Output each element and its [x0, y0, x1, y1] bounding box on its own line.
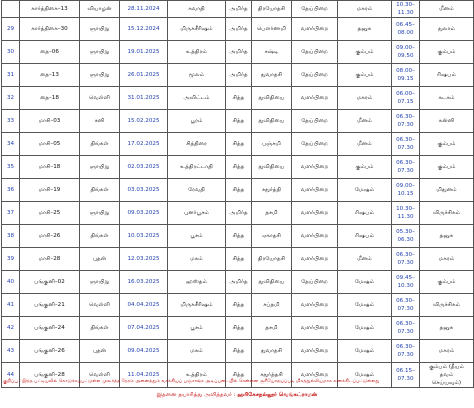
- row-number-cell: 36: [2, 179, 20, 202]
- avoid-rasi-cell: கும்பம்: [420, 133, 474, 156]
- lagnam-cell: கும்பம்: [338, 41, 392, 64]
- tithi-cell: துவிதியை: [252, 156, 292, 179]
- weekday-cell: திங்கள்: [80, 179, 120, 202]
- muhurtham-time-cell: [392, 225, 420, 248]
- lagnam-cell: மீனம்: [338, 248, 392, 271]
- muhurtham-time-cell: [392, 340, 420, 363]
- tithi-cell: துவாதசி: [252, 64, 292, 87]
- avoid-rasi-cell: ரிஷபம்: [420, 64, 474, 87]
- row-number-cell: 35: [2, 156, 20, 179]
- english-date-cell: 12.03.2025: [120, 248, 168, 271]
- tamil-month-day-cell: மாசி–26: [20, 225, 80, 248]
- lagnam-cell: ரிஷபம்: [338, 225, 392, 248]
- yoga-type-cell: சித்த: [226, 225, 252, 248]
- table-row: [2, 271, 474, 294]
- english-date-cell: 07.04.2025: [120, 317, 168, 340]
- avoid-rasi-cell: மகரம்: [420, 248, 474, 271]
- english-date-cell: 09.04.2025: [120, 340, 168, 363]
- english-date-cell: 19.01.2025: [120, 41, 168, 64]
- muhurtham-time-line: 06.30–: [396, 114, 415, 120]
- row-number-cell: [2, 1, 20, 18]
- paksha-cell: தேய்பிறை: [292, 41, 338, 64]
- nakshatra-cell: உத்திரம்: [168, 41, 226, 64]
- yoga-type-cell: அமிர்த: [226, 202, 252, 225]
- muhurtham-time-line: 11.30: [397, 214, 414, 220]
- english-date-cell: 15.12.2024: [120, 18, 168, 41]
- row-number-cell: 34: [2, 133, 20, 156]
- english-date-cell: 10.03.2025: [120, 225, 168, 248]
- yoga-type-cell: அமிர்த: [226, 64, 252, 87]
- yoga-type-cell: சித்த: [226, 133, 252, 156]
- table-row: [2, 110, 474, 133]
- english-date-cell: 15.02.2025: [120, 110, 168, 133]
- row-number-cell: 38: [2, 225, 20, 248]
- muhurtham-time-cell: [392, 271, 420, 294]
- tithi-cell: சப்தமி: [252, 294, 292, 317]
- table-row: [2, 294, 474, 317]
- weekday-cell: வெள்ளி: [80, 363, 120, 388]
- tamil-month-day-cell: மாசி–03: [20, 110, 80, 133]
- muhurtham-time-cell: [392, 156, 420, 179]
- tamil-month-day-cell: பங்குனி–02: [20, 271, 80, 294]
- avoid-rasi-cell: கடகம்: [420, 87, 474, 110]
- tithi-cell: திரயோதசி: [252, 248, 292, 271]
- row-number-cell: 43: [2, 340, 20, 363]
- english-date-cell: 11.04.2025: [120, 363, 168, 388]
- muhurtham-time-cell: [392, 294, 420, 317]
- muhurtham-time-cell: [392, 110, 420, 133]
- weekday-cell: திங்கள்: [80, 133, 120, 156]
- paksha-cell: வளர்பிறை: [292, 202, 338, 225]
- tamil-month-day-cell: பங்குனி–26: [20, 340, 80, 363]
- muhurtham-time-line: 07.30: [397, 168, 414, 174]
- muhurtham-time-line: 06.00–: [396, 91, 415, 97]
- tithi-cell: ஏகாதசி: [252, 225, 292, 248]
- muhurtham-time-cell: [392, 41, 420, 64]
- english-date-cell: 28.11.2024: [120, 1, 168, 18]
- muhurtham-time-line: 06.30: [397, 237, 414, 243]
- muhurtham-time-line: 10.30–: [396, 2, 415, 8]
- avoid-rasi-cell: கன்னி: [420, 110, 474, 133]
- tamil-month-day-cell: பங்குனி–21: [20, 294, 80, 317]
- muhurtham-time-line: 09.15: [397, 76, 414, 82]
- paksha-cell: வளர்பிறை: [292, 18, 338, 41]
- weekday-cell: ஞாயிறு: [80, 64, 120, 87]
- avoid-rasi-cell: கும்பம்: [420, 156, 474, 179]
- paksha-cell: வளர்பிறை: [292, 179, 338, 202]
- lagnam-cell: மேஷம்: [338, 363, 392, 388]
- yoga-type-cell: சித்த: [226, 340, 252, 363]
- table-row: [2, 133, 474, 156]
- weekday-cell: வெள்ளி: [80, 87, 120, 110]
- muhurtham-time-line: 07.30: [397, 122, 414, 128]
- tamil-month-day-cell: கார்த்திகை–30: [20, 18, 80, 41]
- row-number-cell: 31: [2, 64, 20, 87]
- avoid-rasi-cell: கும்பம்: [420, 271, 474, 294]
- avoid-rasi-line: தவம்: [439, 372, 454, 378]
- signature-label: இதனை தயாரித்து அளித்தவர் :: [156, 392, 236, 398]
- tithi-cell: சதுர்த்தசி: [252, 363, 292, 388]
- avoid-rasi-cell: மிதுனம்: [420, 179, 474, 202]
- table-row: [2, 340, 474, 363]
- paksha-cell: வளர்பிறை: [292, 87, 338, 110]
- weekday-cell: ஞாயிறு: [80, 156, 120, 179]
- table-row: [2, 41, 474, 64]
- tamil-month-day-cell: கார்த்திகை–13: [20, 1, 80, 18]
- muhurtham-time-line: 06.30–: [396, 321, 415, 327]
- muhurtham-time-line: 06.30–: [396, 344, 415, 350]
- tamil-month-day-cell: மாசி–19: [20, 179, 80, 202]
- table-row: [2, 156, 474, 179]
- nakshatra-cell: புனர்பூசம்: [168, 202, 226, 225]
- paksha-cell: தேய்பிறை: [292, 110, 338, 133]
- table-row: [2, 225, 474, 248]
- muhurtham-time-line: 07.30: [397, 260, 414, 266]
- muhurtham-time-line: 06.30–: [396, 137, 415, 143]
- muhurtham-time-cell: [392, 1, 420, 18]
- tamil-month-day-cell: மாசி–05: [20, 133, 80, 156]
- yoga-type-cell: சித்த: [226, 87, 252, 110]
- muhurtham-time-line: 06.30–: [396, 160, 415, 166]
- tamil-month-day-cell: தை–18: [20, 87, 80, 110]
- tithi-cell: தசமி: [252, 317, 292, 340]
- paksha-cell: தேய்பிறை: [292, 1, 338, 18]
- lagnam-cell: மேஷம்: [338, 317, 392, 340]
- lagnam-cell: மேஷம்: [338, 340, 392, 363]
- paksha-cell: வளர்பிறை: [292, 248, 338, 271]
- nakshatra-cell: ரேவதி: [168, 179, 226, 202]
- muhurtham-time-cell: [392, 64, 420, 87]
- table-row: [2, 248, 474, 271]
- tithi-cell: துவாதசி: [252, 340, 292, 363]
- nakshatra-cell: மூலம்: [168, 64, 226, 87]
- muhurtham-time-cell: [392, 179, 420, 202]
- row-number-cell: 37: [2, 202, 20, 225]
- paksha-cell: வளர்பிறை: [292, 363, 338, 388]
- lagnam-cell: கும்பம்: [338, 156, 392, 179]
- muhurtham-time-line: 09.45–: [396, 275, 415, 281]
- muhurtham-table: [1, 0, 474, 388]
- tamil-month-day-cell: மாசி–18: [20, 156, 80, 179]
- avoid-rasi-cell: மீனம்: [420, 1, 474, 18]
- paksha-cell: வளர்பிறை: [292, 340, 338, 363]
- avoid-rasi-cell: விருச்சிகம்: [420, 294, 474, 317]
- tamil-month-day-cell: மாசி–25: [20, 202, 80, 225]
- tamil-month-day-cell: தை–06: [20, 41, 80, 64]
- nakshatra-cell: பூசம்: [168, 225, 226, 248]
- tithi-cell: சதுர்த்தி: [252, 179, 292, 202]
- yoga-type-cell: சித்த: [226, 248, 252, 271]
- muhurtham-time-line: 07.30: [397, 352, 414, 358]
- yoga-type-cell: அமிர்த: [226, 271, 252, 294]
- weekday-cell: ஞாயிறு: [80, 41, 120, 64]
- yoga-type-cell: சித்த: [226, 363, 252, 388]
- footer-note: குறிப்பு : இந்த பட்டியலில் கொடுக்கப்பட்டுள்ள முகூர்த்த நேரம் அனைத்தும் வாக்கியப் பஞ்சாங்க அடிப்படையில் சென்னை சூரியோதயப்படி மிகத்துல்லியமாக கணக்கிடப்பட்டுள்ளது: [3, 379, 380, 384]
- avoid-rasi-cell: துலாம்: [420, 18, 474, 41]
- tamil-month-day-cell: பங்குனி–28: [20, 363, 80, 388]
- tamil-month-day-cell: பங்குனி–24: [20, 317, 80, 340]
- muhurtham-time-line: 09.00–: [396, 45, 415, 51]
- lagnam-cell: தனுசு: [338, 18, 392, 41]
- weekday-cell: ஞாயிறு: [80, 202, 120, 225]
- english-date-cell: 09.03.2025: [120, 202, 168, 225]
- lagnam-cell: மீனம்: [338, 133, 392, 156]
- row-number-cell: 33: [2, 110, 20, 133]
- muhurtham-time-cell: [392, 202, 420, 225]
- muhurtham-time-line: 06.45–: [396, 22, 415, 28]
- avoid-rasi-cell: தனுசு: [420, 225, 474, 248]
- weekday-cell: திங்கள்: [80, 225, 120, 248]
- lagnam-cell: மீனம்: [338, 110, 392, 133]
- table-row: [2, 87, 474, 110]
- nakshatra-cell: மிருகசீரிஷம்: [168, 294, 226, 317]
- muhurtham-time-line: 08.00–: [396, 68, 415, 74]
- yoga-type-cell: சித்த: [226, 110, 252, 133]
- lagnam-cell: மேஷம்: [338, 179, 392, 202]
- nakshatra-cell: சுவாதி: [168, 1, 226, 18]
- yoga-type-cell: அமிர்த: [226, 41, 252, 64]
- muhurtham-time-line: 06.30–: [396, 252, 415, 258]
- muhurtham-time-line: 07.15: [397, 99, 414, 105]
- nakshatra-cell: சித்திரை: [168, 133, 226, 156]
- signature-name: ஹரிகேசநல்லூர் வெங்கட்ராமன்: [237, 392, 318, 398]
- english-date-cell: 03.03.2025: [120, 179, 168, 202]
- tithi-cell: திரயோதசி: [252, 1, 292, 18]
- muhurtham-time-cell: [392, 248, 420, 271]
- muhurtham-time-cell: [392, 317, 420, 340]
- avoid-rasi-cell: தனுசு: [420, 317, 474, 340]
- avoid-rasi-cell: விருச்சிகம்: [420, 202, 474, 225]
- muhurtham-time-cell: [392, 87, 420, 110]
- tithi-cell: துவிதியை: [252, 271, 292, 294]
- weekday-cell: சனி: [80, 110, 120, 133]
- yoga-type-cell: சித்த: [226, 317, 252, 340]
- lagnam-cell: மகரம்: [338, 87, 392, 110]
- yoga-type-cell: அமிர்த: [226, 18, 252, 41]
- weekday-cell: வியாழன்: [80, 1, 120, 18]
- muhurtham-time-line: 07.30: [397, 306, 414, 312]
- english-date-cell: 02.03.2025: [120, 156, 168, 179]
- paksha-cell: வளர்பிறை: [292, 294, 338, 317]
- english-date-cell: 04.04.2025: [120, 294, 168, 317]
- avoid-rasi-cell: கும்பம்: [420, 41, 474, 64]
- yoga-type-cell: சித்த: [226, 179, 252, 202]
- muhurtham-time-line: 09.00–: [396, 183, 415, 189]
- nakshatra-cell: ஹஸ்தம்: [168, 271, 226, 294]
- footer-signature: [0, 392, 474, 399]
- row-number-cell: 39: [2, 248, 20, 271]
- weekday-cell: ஞாயிறு: [80, 271, 120, 294]
- lagnam-cell: மேஷம்: [338, 294, 392, 317]
- table-row: [2, 18, 474, 41]
- weekday-cell: வெள்ளி: [80, 294, 120, 317]
- row-number-cell: 32: [2, 87, 20, 110]
- row-number-cell: 41: [2, 294, 20, 317]
- yoga-type-cell: சித்த: [226, 156, 252, 179]
- lagnam-cell: கும்பம்: [338, 64, 392, 87]
- tithi-cell: தசமி: [252, 202, 292, 225]
- weekday-cell: திங்கள்: [80, 317, 120, 340]
- paksha-cell: தேய்பிறை: [292, 64, 338, 87]
- avoid-rasi-line: செய்யவும்): [431, 380, 462, 386]
- english-date-cell: 31.01.2025: [120, 87, 168, 110]
- nakshatra-cell: அவிட்டம்: [168, 87, 226, 110]
- avoid-rasi-cell: மகரம்: [420, 340, 474, 363]
- muhurtham-time-cell: [392, 18, 420, 41]
- table-row: [2, 179, 474, 202]
- table-row: [2, 317, 474, 340]
- table-row: [2, 202, 474, 225]
- english-date-cell: 17.02.2025: [120, 133, 168, 156]
- tamil-month-day-cell: மாசி–28: [20, 248, 80, 271]
- muhurtham-time-line: 10.30–: [396, 206, 415, 212]
- paksha-cell: வளர்பிறை: [292, 317, 338, 340]
- weekday-cell: ஞாயிறு: [80, 18, 120, 41]
- yoga-type-cell: சித்த: [226, 294, 252, 317]
- nakshatra-cell: மிருகசீரிஷம்: [168, 18, 226, 41]
- nakshatra-cell: உத்திரட்டாதி: [168, 156, 226, 179]
- row-number-cell: 42: [2, 317, 20, 340]
- row-number-cell: 30: [2, 41, 20, 64]
- muhurtham-time-cell: [392, 133, 420, 156]
- tithi-cell: துவிதியை: [252, 87, 292, 110]
- avoid-rasi-line: கும்பம் (தீயம்: [428, 364, 464, 370]
- muhurtham-time-line: 07.30: [397, 329, 414, 335]
- weekday-cell: புதன்: [80, 340, 120, 363]
- nakshatra-cell: பூசம்: [168, 317, 226, 340]
- tithi-cell: பஞ்சமி: [252, 133, 292, 156]
- muhurtham-time-line: 06.15–: [396, 368, 415, 374]
- muhurtham-time-line: 11.30: [397, 10, 414, 16]
- paksha-cell: தேய்பிறை: [292, 271, 338, 294]
- tithi-cell: சஷ்டி: [252, 41, 292, 64]
- muhurtham-time-line: 06.30–: [396, 298, 415, 304]
- row-number-cell: 40: [2, 271, 20, 294]
- nakshatra-cell: உத்திரம்: [168, 363, 226, 388]
- yoga-type-cell: அமிர்த: [226, 1, 252, 18]
- tithi-cell: துவிதியை: [252, 110, 292, 133]
- weekday-cell: புதன்: [80, 248, 120, 271]
- table-row: [2, 1, 474, 18]
- nakshatra-cell: பூரம்: [168, 110, 226, 133]
- nakshatra-cell: மகம்: [168, 248, 226, 271]
- tamil-month-day-cell: தை–13: [20, 64, 80, 87]
- lagnam-cell: மேஷம்: [338, 271, 392, 294]
- tithi-cell: பௌர்ணமி: [252, 18, 292, 41]
- muhurtham-time-line: 07.30: [397, 376, 414, 382]
- muhurtham-time-line: 05.30–: [396, 229, 415, 235]
- english-date-cell: 26.01.2025: [120, 64, 168, 87]
- lagnam-cell: ரிஷபம்: [338, 202, 392, 225]
- row-number-cell: 44: [2, 363, 20, 388]
- paksha-cell: வளர்பிறை: [292, 156, 338, 179]
- nakshatra-cell: மகம்: [168, 340, 226, 363]
- paksha-cell: தேய்பிறை: [292, 133, 338, 156]
- table-row: [2, 64, 474, 87]
- row-number-cell: 29: [2, 18, 20, 41]
- muhurtham-time-line: 10.15: [397, 191, 414, 197]
- muhurtham-time-line: 07.30: [397, 145, 414, 151]
- muhurtham-time-line: 08.00: [397, 30, 414, 36]
- paksha-cell: வளர்பிறை: [292, 225, 338, 248]
- english-date-cell: 16.03.2025: [120, 271, 168, 294]
- lagnam-cell: மகரம்: [338, 1, 392, 18]
- muhurtham-time-line: 10.30: [397, 283, 414, 289]
- muhurtham-time-line: 09.50: [397, 53, 414, 59]
